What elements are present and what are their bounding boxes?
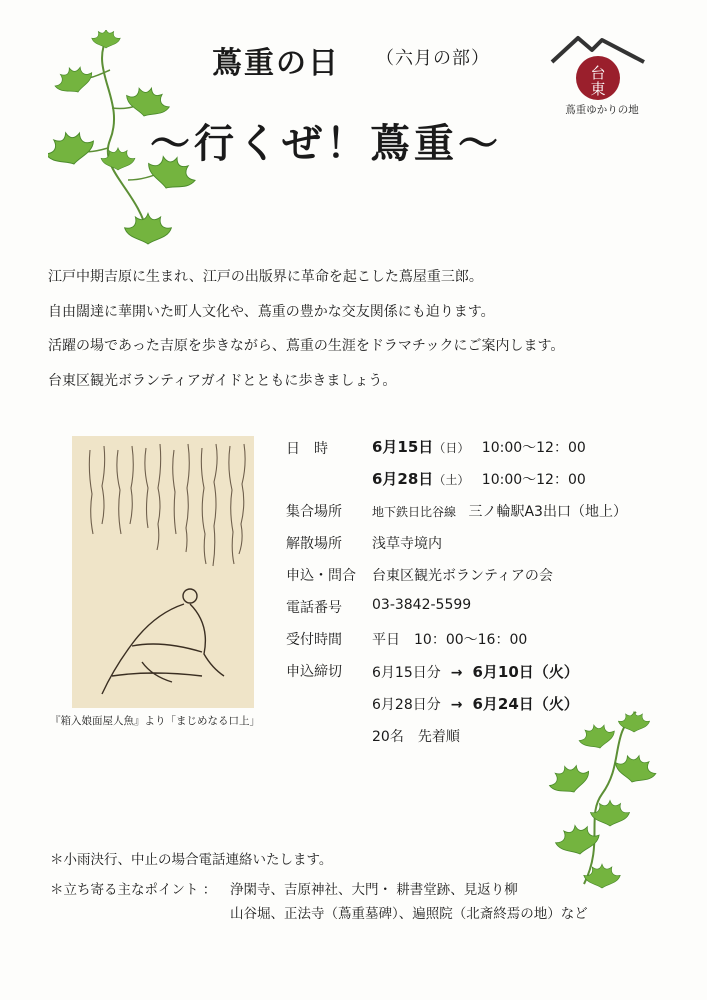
date-1-time: 10:00〜12：00 (481, 440, 586, 456)
dismissal-value: 浅草寺境内 (372, 536, 442, 552)
intro-line: 活躍の場であった吉原を歩きながら、蔦重の生涯をドラマチックにご案内します。 (48, 338, 565, 354)
intro-line: 江戸中期吉原に生まれ、江戸の出版界に革命を起こした蔦屋重三郎。 (48, 269, 483, 285)
meeting-place: 三ノ輪駅A3出口（地上） (468, 504, 627, 520)
apply-label: 申込・問合 (286, 568, 356, 584)
hours-value: 平日 10：00〜16：00 (372, 632, 528, 648)
page-title: 蔦重の日 (212, 46, 340, 81)
date-2-day: （土） (433, 473, 470, 487)
page-subtitle: 〜行くぜ！蔦重〜 (150, 120, 502, 167)
hours-label: 受付時間 (286, 632, 342, 648)
deadline-1 (372, 661, 579, 682)
meeting-label: 集合場所 (286, 504, 342, 520)
datetime-label: 日 時 (286, 441, 328, 457)
logo-caption: 蔦重ゆかりの地 (565, 104, 639, 116)
intro-line: 台東区観光ボランティアガイドとともに歩きましょう。 (48, 373, 397, 389)
deadline-2-to: 6月24日（火） (472, 695, 579, 713)
svg-text:台: 台 (590, 64, 606, 82)
points-line-2: 山谷堀、正法寺（蔦重墓碑）、遍照院（北斎終焉の地）など (230, 906, 588, 922)
ukiyoe-illustration (72, 436, 254, 708)
arrow-icon: → (450, 665, 463, 681)
dismissal-label: 解散場所 (286, 536, 342, 552)
phone-label: 電話番号 (286, 600, 342, 616)
meeting-value (372, 501, 627, 521)
date-2-date: 6月28日 (372, 470, 434, 488)
date-2-time: 10:00〜12：00 (481, 472, 586, 488)
deadline-1-to: 6月10日（火） (472, 663, 579, 681)
title-subtext: （六月の部） (376, 48, 490, 69)
date-1-day: （日） (433, 441, 470, 455)
date-2 (372, 468, 586, 489)
points-line-1: 浄閑寺、吉原神社、大門・ 耕書堂跡、見返り柳 (230, 882, 518, 898)
deadline-2-from: 6月28日分 (372, 697, 441, 713)
apply-value: 台東区観光ボランティアの会 (372, 568, 553, 584)
points-label: ＊立ち寄る主なポイント ： (50, 882, 217, 898)
note-rain: ＊小雨決行、中止の場合電話連絡いたします。 (50, 852, 333, 868)
date-1-date: 6月15日 (372, 438, 434, 456)
image-caption: 『箱入娘面屋人魚』より「まじめなる口上」 (50, 715, 260, 727)
deadline-1-from: 6月15日分 (372, 665, 441, 681)
phone-value: 03-3842-5599 (372, 597, 472, 613)
ivy-decoration-bottom (540, 704, 660, 894)
svg-text:東: 東 (590, 80, 606, 98)
arrow-icon: → (450, 697, 463, 713)
intro-line: 自由闊達に華開いた町人文化や、蔦重の豊かな交友関係にも迫ります。 (48, 304, 495, 320)
meeting-line: 地下鉄日比谷線 (372, 505, 457, 519)
date-1 (372, 436, 586, 457)
deadline-label: 申込締切 (286, 664, 342, 680)
capacity: 20名 先着順 (372, 729, 460, 745)
